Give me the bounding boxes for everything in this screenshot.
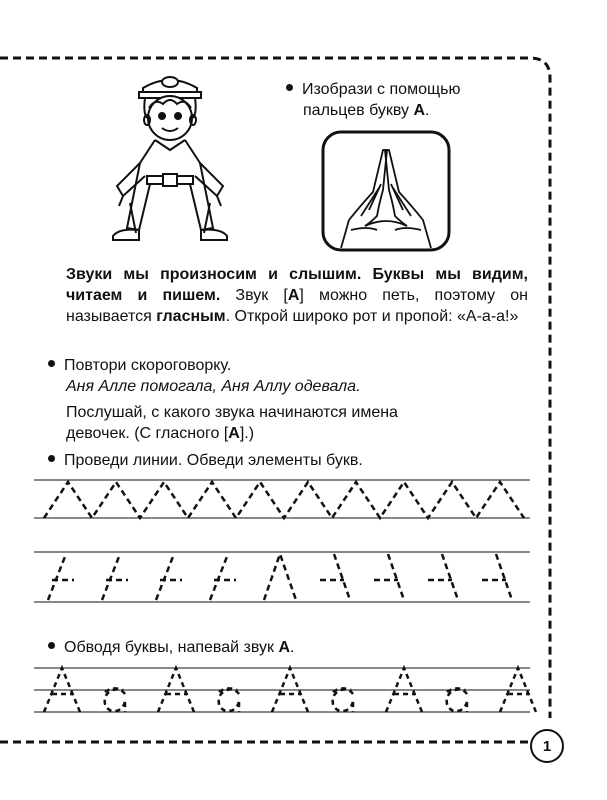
trace-letter	[333, 688, 353, 712]
bullet-icon	[48, 642, 55, 649]
lines-task	[48, 450, 363, 471]
tracing-element	[156, 554, 182, 600]
intro-text-2: Звук [	[220, 287, 288, 304]
letters-task-label: Обводя буквы, напевай звук	[64, 639, 279, 656]
intro-text-3: ] можно петь, поэтому он называется	[66, 287, 528, 325]
trace-letter	[105, 688, 125, 712]
tongue-twister-text: Аня Алле помогала, Аня Аллу одевала.	[66, 378, 361, 395]
tracing-element	[320, 554, 350, 600]
tracing-element	[210, 554, 236, 600]
tongue-twister-label: Повтори скороговорку.	[64, 357, 232, 374]
letters-task	[48, 637, 294, 658]
page-number: 1	[530, 729, 564, 763]
tracing-element	[482, 554, 512, 600]
question-line1: Послушай, с какого звука начинаются имена	[66, 404, 398, 421]
tracing-row-peaks	[44, 482, 524, 518]
instruction-suffix: .	[425, 102, 430, 119]
intro-bold-word: гласным	[156, 308, 226, 325]
letters-task-suffix: .	[290, 639, 295, 656]
boy-letter-a-illustration	[95, 68, 245, 253]
question-suffix: ].)	[239, 425, 255, 442]
tracing-row-elements	[48, 554, 512, 600]
bullet-icon	[286, 84, 293, 91]
lines-task-label: Проведи линии. Обведи элементы букв.	[64, 452, 363, 469]
instruction-letter: А	[413, 102, 426, 119]
letters-task-letter: А	[278, 639, 291, 656]
instruction-line1: Изобрази с помощью	[302, 81, 461, 98]
trace-letter	[447, 688, 467, 712]
tracing-element	[102, 554, 128, 600]
question-letter: А	[228, 425, 240, 442]
tracing-element	[428, 554, 458, 600]
intro-letter: А	[287, 287, 300, 304]
tracing-element	[48, 554, 74, 600]
tongue-twister-block	[48, 355, 528, 444]
tracing-element	[264, 554, 296, 600]
intro-text-4: . Открой широко рот и пропой: «А-а-а!»	[225, 308, 519, 325]
bullet-icon	[48, 455, 55, 462]
intro-paragraph	[66, 264, 528, 327]
tracing-element	[374, 554, 404, 600]
intro-bold-text: Звуки мы произносим и слышим. Буквы мы видим, читаем и пишем.	[66, 266, 528, 304]
tracing-lines-area	[30, 470, 540, 620]
trace-letter	[219, 688, 239, 712]
top-instruction	[286, 79, 460, 121]
letter-tracing-area	[30, 660, 540, 730]
bullet-icon	[48, 360, 55, 367]
instruction-line2: пальцев букву	[303, 102, 414, 119]
hands-letter-a-illustration	[321, 130, 451, 252]
question-line2: девочек. (С гласного [	[66, 425, 229, 442]
